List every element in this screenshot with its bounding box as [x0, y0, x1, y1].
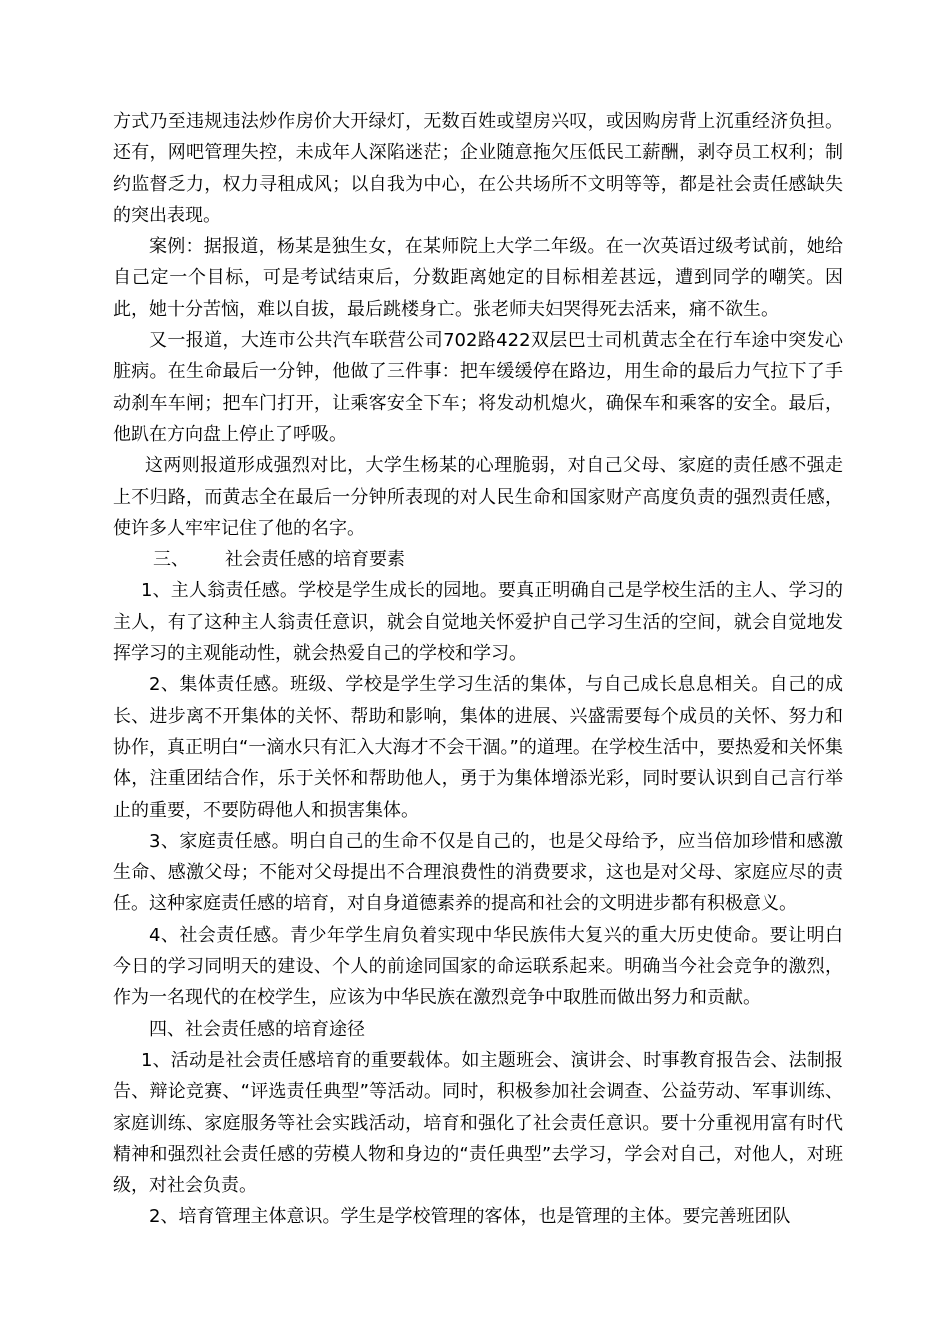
section-heading-4: 四、社会责任感的培育途径: [149, 1018, 365, 1040]
paragraph-case-2: 又一报道，大连市公共汽车联营公司702路422双层巴士司机黄志全在行车途中突发心脏病。在生命最后一分钟，他做了三件事：把车缓缓停在路边，用生命的最后力气拉下了手动刹车车闸；把车门打开，让乘客安全下车；将发动机熄火，确保车和乘客的安全。最后，他趴在方向盘上停止了呼吸。: [113, 330, 843, 445]
paragraph-intro: 方式乃至违规违法炒作房价大开绿灯，无数百姓或望房兴叹，或因购房背上沉重经济负担。 还有，网吧管理失控，未成年人深陷迷茫；企业随意拖欠压低民工薪酬，剥夺员工权利；制约监督乏力，权力寻租成风；以自我为中心，在公共场所不文明等等，都是社会责任感缺失的突出表现。: [113, 111, 843, 226]
paragraph-ownership: 1、主人翁责任感。学校是学生成长的园地。要真正明确自己是学校生活的主人、学习的主人，有了这种主人翁责任意识，就会自觉地关怀爱护自己学习生活的空间，就会自觉地发挥学习的主观能动性，就会热爱自己的学校和学习。: [113, 580, 843, 665]
paragraph-case-1: 案例：据报道，杨某是独生女，在某师院上大学二年级。在一次英语过级考试前，她给自己定一个目标，可是考试结束后，分数距离她定的目标相差甚远，遭到同学的嘲笑。因此，她十分苦恼，难以自拔，最后跳楼身亡。张老师夫妇哭得死去活来，痛不欲生。: [113, 236, 843, 320]
paragraph-collective: 2、集体责任感。班级、学校是学生学习生活的集体，与自己成长息息相关。自己的成长、进步离不开集体的关怀、帮助和影响，集体的进展、兴盛需要每个成员的关怀、努力和协作，真正明白“一滴水只有汇入大海才不会干涸。”的道理。在学校生活中，要热爱和关怀集体，注重团结合作，乐于关怀和帮助他人，勇于为集体增添光彩，同时要认识到自己言行举止的重要，不要防碍他人和损害集体。: [113, 674, 843, 821]
paragraph-social: 4、社会责任感。青少年学生肩负着实现中华民族伟大复兴的重大历史使命。要让明白今日的学习同明天的建设、个人的前途同国家的命运联系起来。明确当今社会竞争的激烈，作为一名现代的在校学生，应该为中华民族在激烈竞争中取胜而做出努力和贡献。: [113, 924, 843, 1009]
paragraph-management: 2、培育管理主体意识。学生是学校管理的客体，也是管理的主体。要完善班团队: [149, 1206, 791, 1228]
document-body: [113, 106, 843, 1233]
section-heading-3-number: 三、: [153, 549, 189, 571]
section-heading-3-title: 社会责任感的培育要素: [225, 549, 405, 571]
paragraph-family: 3、家庭责任感。明白自己的生命不仅是自己的，也是父母给予，应当倍加珍惜和感激生命、感激父母；不能对父母提出不合理浪费性的消费要求，这也是对父母、家庭应尽的责任。这种家庭责任感的培育，对自身道德素养的提高和社会的文明进步都有积极意义。: [113, 830, 843, 915]
section-heading-3: [113, 544, 843, 575]
paragraph-comparison: 这两则报道形成强烈对比，大学生杨某的心理脆弱，对自己父母、家庭的责任感不强走上不归路，而黄志全在最后一分钟所表现的对人民生命和国家财产高度负责的强烈责任感，使许多人牢牢记住了他的名字。: [113, 455, 843, 539]
paragraph-activities: 1、活动是社会责任感培育的重要载体。如主题班会、演讲会、时事教育报告会、法制报告、辩论竞赛、“评选责任典型”等活动。同时，积极参加社会调查、公益劳动、军事训练、家庭训练、家庭服务等社会实践活动，培育和强化了社会责任意识。要十分重视用富有时代精神和强烈社会责任感的劳模人物和身边的“责任典型”去学习，学会对自己，对他人，对班级，对社会负责。: [113, 1049, 843, 1197]
